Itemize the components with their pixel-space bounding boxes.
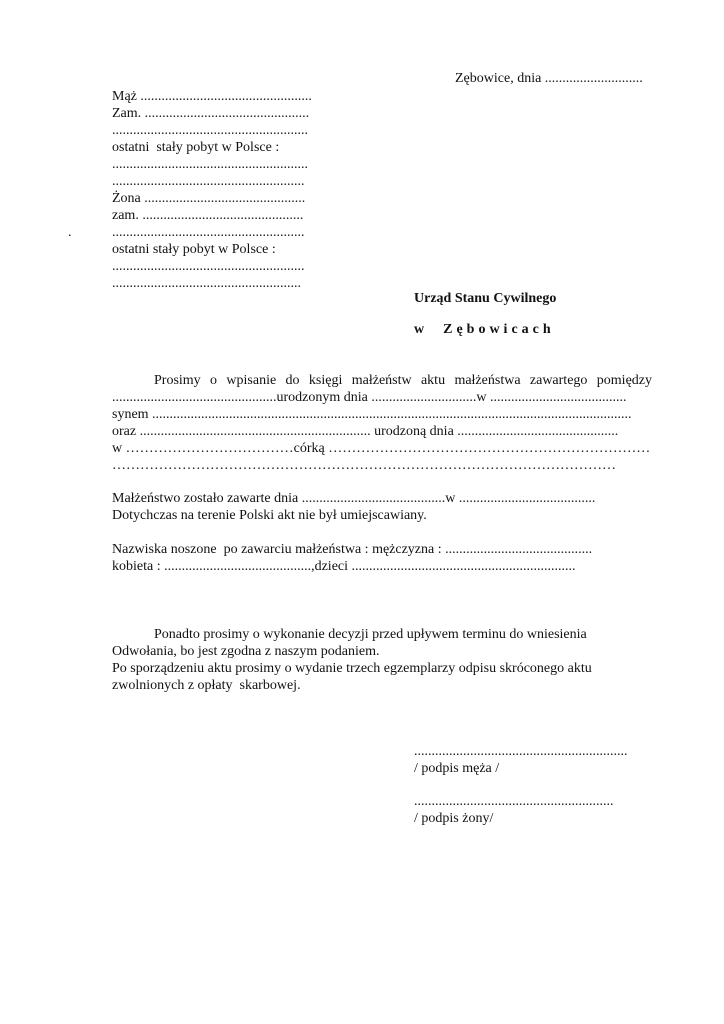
husband-last-residence-line: ........................................................ bbox=[112, 157, 308, 172]
husband-last-residence-line-2: ....................................................... bbox=[112, 174, 305, 189]
additional-line-3: Po sporządzeniu aktu prosimy o wydanie trzech egzemplarzy odpisu skróconego aktu bbox=[112, 661, 592, 676]
request-line-2: ...............................................urodzonym dnia ..............................w ....................................... bbox=[112, 390, 627, 405]
wife-address-line: zam. .............................................. bbox=[112, 208, 304, 223]
wife-last-residence-label: ostatni stały pobyt w Polsce : bbox=[112, 242, 276, 257]
additional-line-2: Odwołania, bo jest zgodna z naszym podaniem. bbox=[112, 644, 380, 659]
wife-address-line-2: ....................................................... bbox=[112, 225, 305, 240]
wife-signature-line: ......................................................... bbox=[414, 794, 614, 809]
request-line-6: ……………………………………………………………………………………………… bbox=[112, 458, 616, 473]
request-line-3: synem ......................................................................................................................................... bbox=[112, 407, 632, 422]
wife-last-residence-line: ....................................................... bbox=[112, 259, 305, 274]
husband-address-line-2: ........................................................ bbox=[112, 123, 308, 138]
stray-mark: . bbox=[68, 225, 72, 240]
surnames-line-2: kobieta : ..........................................,dzieci ................................................................ bbox=[112, 559, 576, 574]
husband-last-residence-label: ostatni stały pobyt w Polsce : bbox=[112, 140, 280, 155]
recipient-office: Urząd Stanu Cywilnego bbox=[414, 291, 557, 306]
husband-address-line: Zam. ............................................... bbox=[112, 106, 310, 121]
marriage-date-line: Małżeństwo zostało zawarte dnia .........................................w ....................................... bbox=[112, 491, 596, 506]
request-line-1: Prosimy o wpisanie do księgi małżeństw aktu małżeństwa zawartego pomiędzy bbox=[154, 373, 652, 388]
wife-last-residence-line-2: ...................................................... bbox=[112, 276, 301, 291]
recipient-location: w Zębowicach bbox=[414, 322, 555, 337]
husband-name-line: Mąż ................................................. bbox=[112, 89, 312, 104]
marriage-record-note: Dotychczas na terenie Polski akt nie był umiejscawiany. bbox=[112, 508, 427, 523]
wife-name-line: Żona .............................................. bbox=[112, 191, 306, 206]
surnames-line-1: Nazwiska noszone po zawarciu małżeństwa : mężczyzna : .......................................... bbox=[112, 542, 593, 557]
request-line-5: w ………………………………córką …………………………………………………………… bbox=[112, 441, 651, 456]
date-line: Zębowice, dnia ............................ bbox=[455, 71, 643, 86]
additional-line-4: zwolnionych z opłaty skarbowej. bbox=[112, 678, 301, 693]
additional-line-1: Ponadto prosimy o wykonanie decyzji przed upływem terminu do wniesienia bbox=[154, 627, 587, 642]
husband-signature-label: / podpis męża / bbox=[414, 761, 500, 776]
wife-signature-label: / podpis żony/ bbox=[414, 811, 494, 826]
husband-signature-line: ............................................................. bbox=[414, 744, 628, 759]
request-line-4: oraz .................................................................. urodzoną dnia .............................................. bbox=[112, 424, 619, 439]
